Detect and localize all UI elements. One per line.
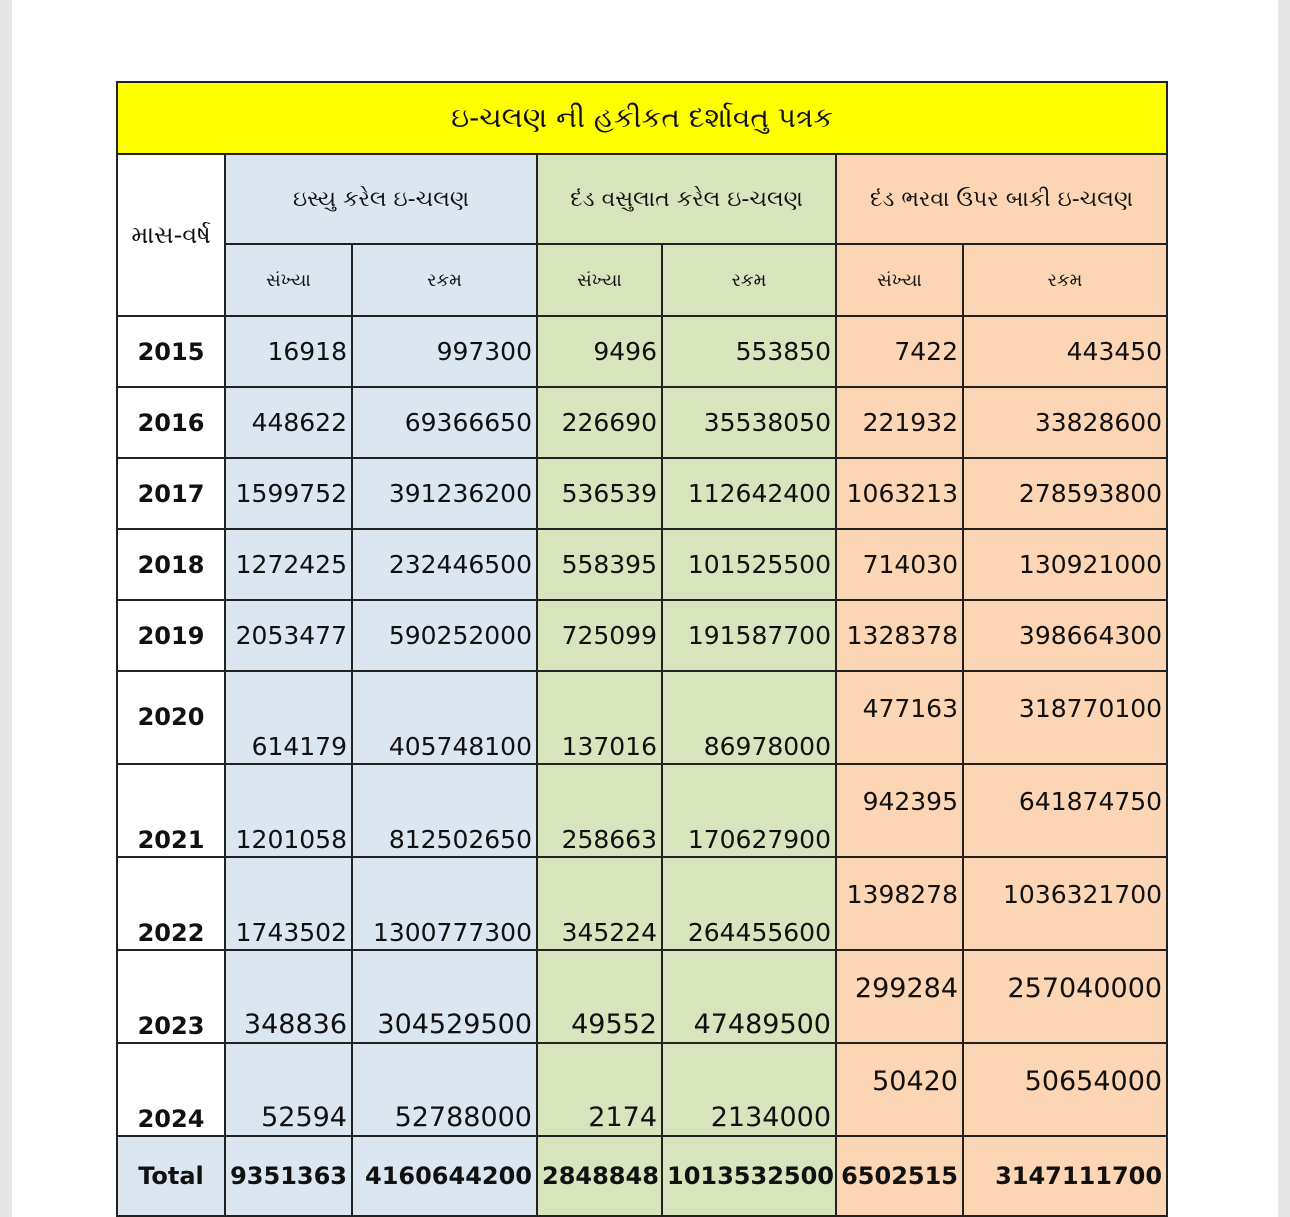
table-row: [117, 857, 1167, 950]
recovered-amount-cell: 2134000: [662, 1043, 836, 1136]
pending-amount-cell: 50654000: [963, 1043, 1167, 1136]
pending-group-header: દંડ ભરવા ઉપર બાકી ઇ-ચલણ: [836, 154, 1167, 244]
table-row: [117, 950, 1167, 1043]
issued-amount-cell: 812502650: [352, 764, 537, 857]
e-challan-table: [116, 81, 1168, 1217]
document-page: [12, 0, 1278, 1217]
issued-amount-cell: 405748100: [352, 671, 537, 764]
total-row: [117, 1136, 1167, 1216]
pending-count-cell: 1063213: [836, 458, 963, 529]
recovered-amount-cell: 101525500: [662, 529, 836, 600]
pending-count-cell: 1328378: [836, 600, 963, 671]
recovered-count-cell: 345224: [537, 857, 662, 950]
issued-amount-header: રકમ: [352, 244, 537, 316]
pending-amount-cell: 398664300: [963, 600, 1167, 671]
recovered-amount-cell: 170627900: [662, 764, 836, 857]
table-row: [117, 387, 1167, 458]
year-cell: 2024: [117, 1043, 225, 1136]
issued-count-cell: 1272425: [225, 529, 352, 600]
sub-header-row: [117, 244, 1167, 316]
year-cell: 2015: [117, 316, 225, 387]
recovered-count-cell: 258663: [537, 764, 662, 857]
issued-count-header: સંખ્યા: [225, 244, 352, 316]
recovered-amount-header: રકમ: [662, 244, 836, 316]
pending-count-cell: 714030: [836, 529, 963, 600]
issued-count-cell: 1201058: [225, 764, 352, 857]
total-recovered-count: 2848848: [537, 1136, 662, 1216]
recovered-count-cell: 9496: [537, 316, 662, 387]
recovered-amount-cell: 86978000: [662, 671, 836, 764]
pending-count-cell: 1398278: [836, 857, 963, 950]
recovered-amount-cell: 553850: [662, 316, 836, 387]
issued-amount-cell: 69366650: [352, 387, 537, 458]
issued-count-cell: 16918: [225, 316, 352, 387]
year-cell: 2021: [117, 764, 225, 857]
issued-count-cell: 614179: [225, 671, 352, 764]
group-header-row: [117, 154, 1167, 244]
total-pending-amount: 3147111700: [963, 1136, 1167, 1216]
table-row: [117, 1043, 1167, 1136]
pending-amount-cell: 443450: [963, 316, 1167, 387]
issued-count-cell: 448622: [225, 387, 352, 458]
recovered-count-cell: 725099: [537, 600, 662, 671]
recovered-amount-cell: 191587700: [662, 600, 836, 671]
issued-count-cell: 52594: [225, 1043, 352, 1136]
pending-amount-cell: 257040000: [963, 950, 1167, 1043]
title-row: [117, 82, 1167, 154]
pending-count-cell: 477163: [836, 671, 963, 764]
recovered-count-cell: 536539: [537, 458, 662, 529]
pending-count-cell: 299284: [836, 950, 963, 1043]
pending-count-cell: 50420: [836, 1043, 963, 1136]
pending-amount-cell: 130921000: [963, 529, 1167, 600]
total-issued-amount: 4160644200: [352, 1136, 537, 1216]
table-row: [117, 600, 1167, 671]
table-row: [117, 458, 1167, 529]
pending-amount-cell: 278593800: [963, 458, 1167, 529]
pending-amount-cell: 1036321700: [963, 857, 1167, 950]
issued-group-header: ઇસ્યુ કરેલ ઇ-ચલણ: [225, 154, 537, 244]
recovered-group-header: દંડ વસુલાત કરેલ ઇ-ચલણ: [537, 154, 836, 244]
year-cell: 2022: [117, 857, 225, 950]
total-pending-count: 6502515: [836, 1136, 963, 1216]
issued-amount-cell: 304529500: [352, 950, 537, 1043]
table-title: ઇ-ચલણ ની હકીકત દર્શાવતુ પત્રક: [117, 82, 1167, 154]
recovered-count-cell: 226690: [537, 387, 662, 458]
recovered-amount-cell: 47489500: [662, 950, 836, 1043]
table-row: [117, 316, 1167, 387]
issued-count-cell: 1599752: [225, 458, 352, 529]
recovered-count-cell: 2174: [537, 1043, 662, 1136]
total-issued-count: 9351363: [225, 1136, 352, 1216]
issued-count-cell: 2053477: [225, 600, 352, 671]
total-recovered-amount: 1013532500: [662, 1136, 836, 1216]
year-cell: 2019: [117, 600, 225, 671]
issued-amount-cell: 391236200: [352, 458, 537, 529]
issued-amount-cell: 590252000: [352, 600, 537, 671]
table-row: [117, 529, 1167, 600]
recovered-amount-cell: 264455600: [662, 857, 836, 950]
issued-amount-cell: 232446500: [352, 529, 537, 600]
year-cell: 2020: [117, 671, 225, 764]
pending-count-cell: 221932: [836, 387, 963, 458]
year-cell: 2018: [117, 529, 225, 600]
issued-count-cell: 348836: [225, 950, 352, 1043]
recovered-count-cell: 49552: [537, 950, 662, 1043]
recovered-amount-cell: 112642400: [662, 458, 836, 529]
table-row: [117, 764, 1167, 857]
pending-amount-cell: 641874750: [963, 764, 1167, 857]
issued-amount-cell: 997300: [352, 316, 537, 387]
issued-amount-cell: 52788000: [352, 1043, 537, 1136]
pending-count-cell: 7422: [836, 316, 963, 387]
pending-amount-cell: 33828600: [963, 387, 1167, 458]
recovered-amount-cell: 35538050: [662, 387, 836, 458]
year-cell: 2023: [117, 950, 225, 1043]
pending-count-cell: 942395: [836, 764, 963, 857]
issued-amount-cell: 1300777300: [352, 857, 537, 950]
year-cell: 2016: [117, 387, 225, 458]
pending-amount-cell: 318770100: [963, 671, 1167, 764]
month-year-header: માસ-વર્ષ: [117, 154, 225, 316]
recovered-count-header: સંખ્યા: [537, 244, 662, 316]
pending-count-header: સંખ્યા: [836, 244, 963, 316]
pending-amount-header: રકમ: [963, 244, 1167, 316]
recovered-count-cell: 558395: [537, 529, 662, 600]
issued-count-cell: 1743502: [225, 857, 352, 950]
table-row: [117, 671, 1167, 764]
total-label: Total: [117, 1136, 225, 1216]
year-cell: 2017: [117, 458, 225, 529]
recovered-count-cell: 137016: [537, 671, 662, 764]
